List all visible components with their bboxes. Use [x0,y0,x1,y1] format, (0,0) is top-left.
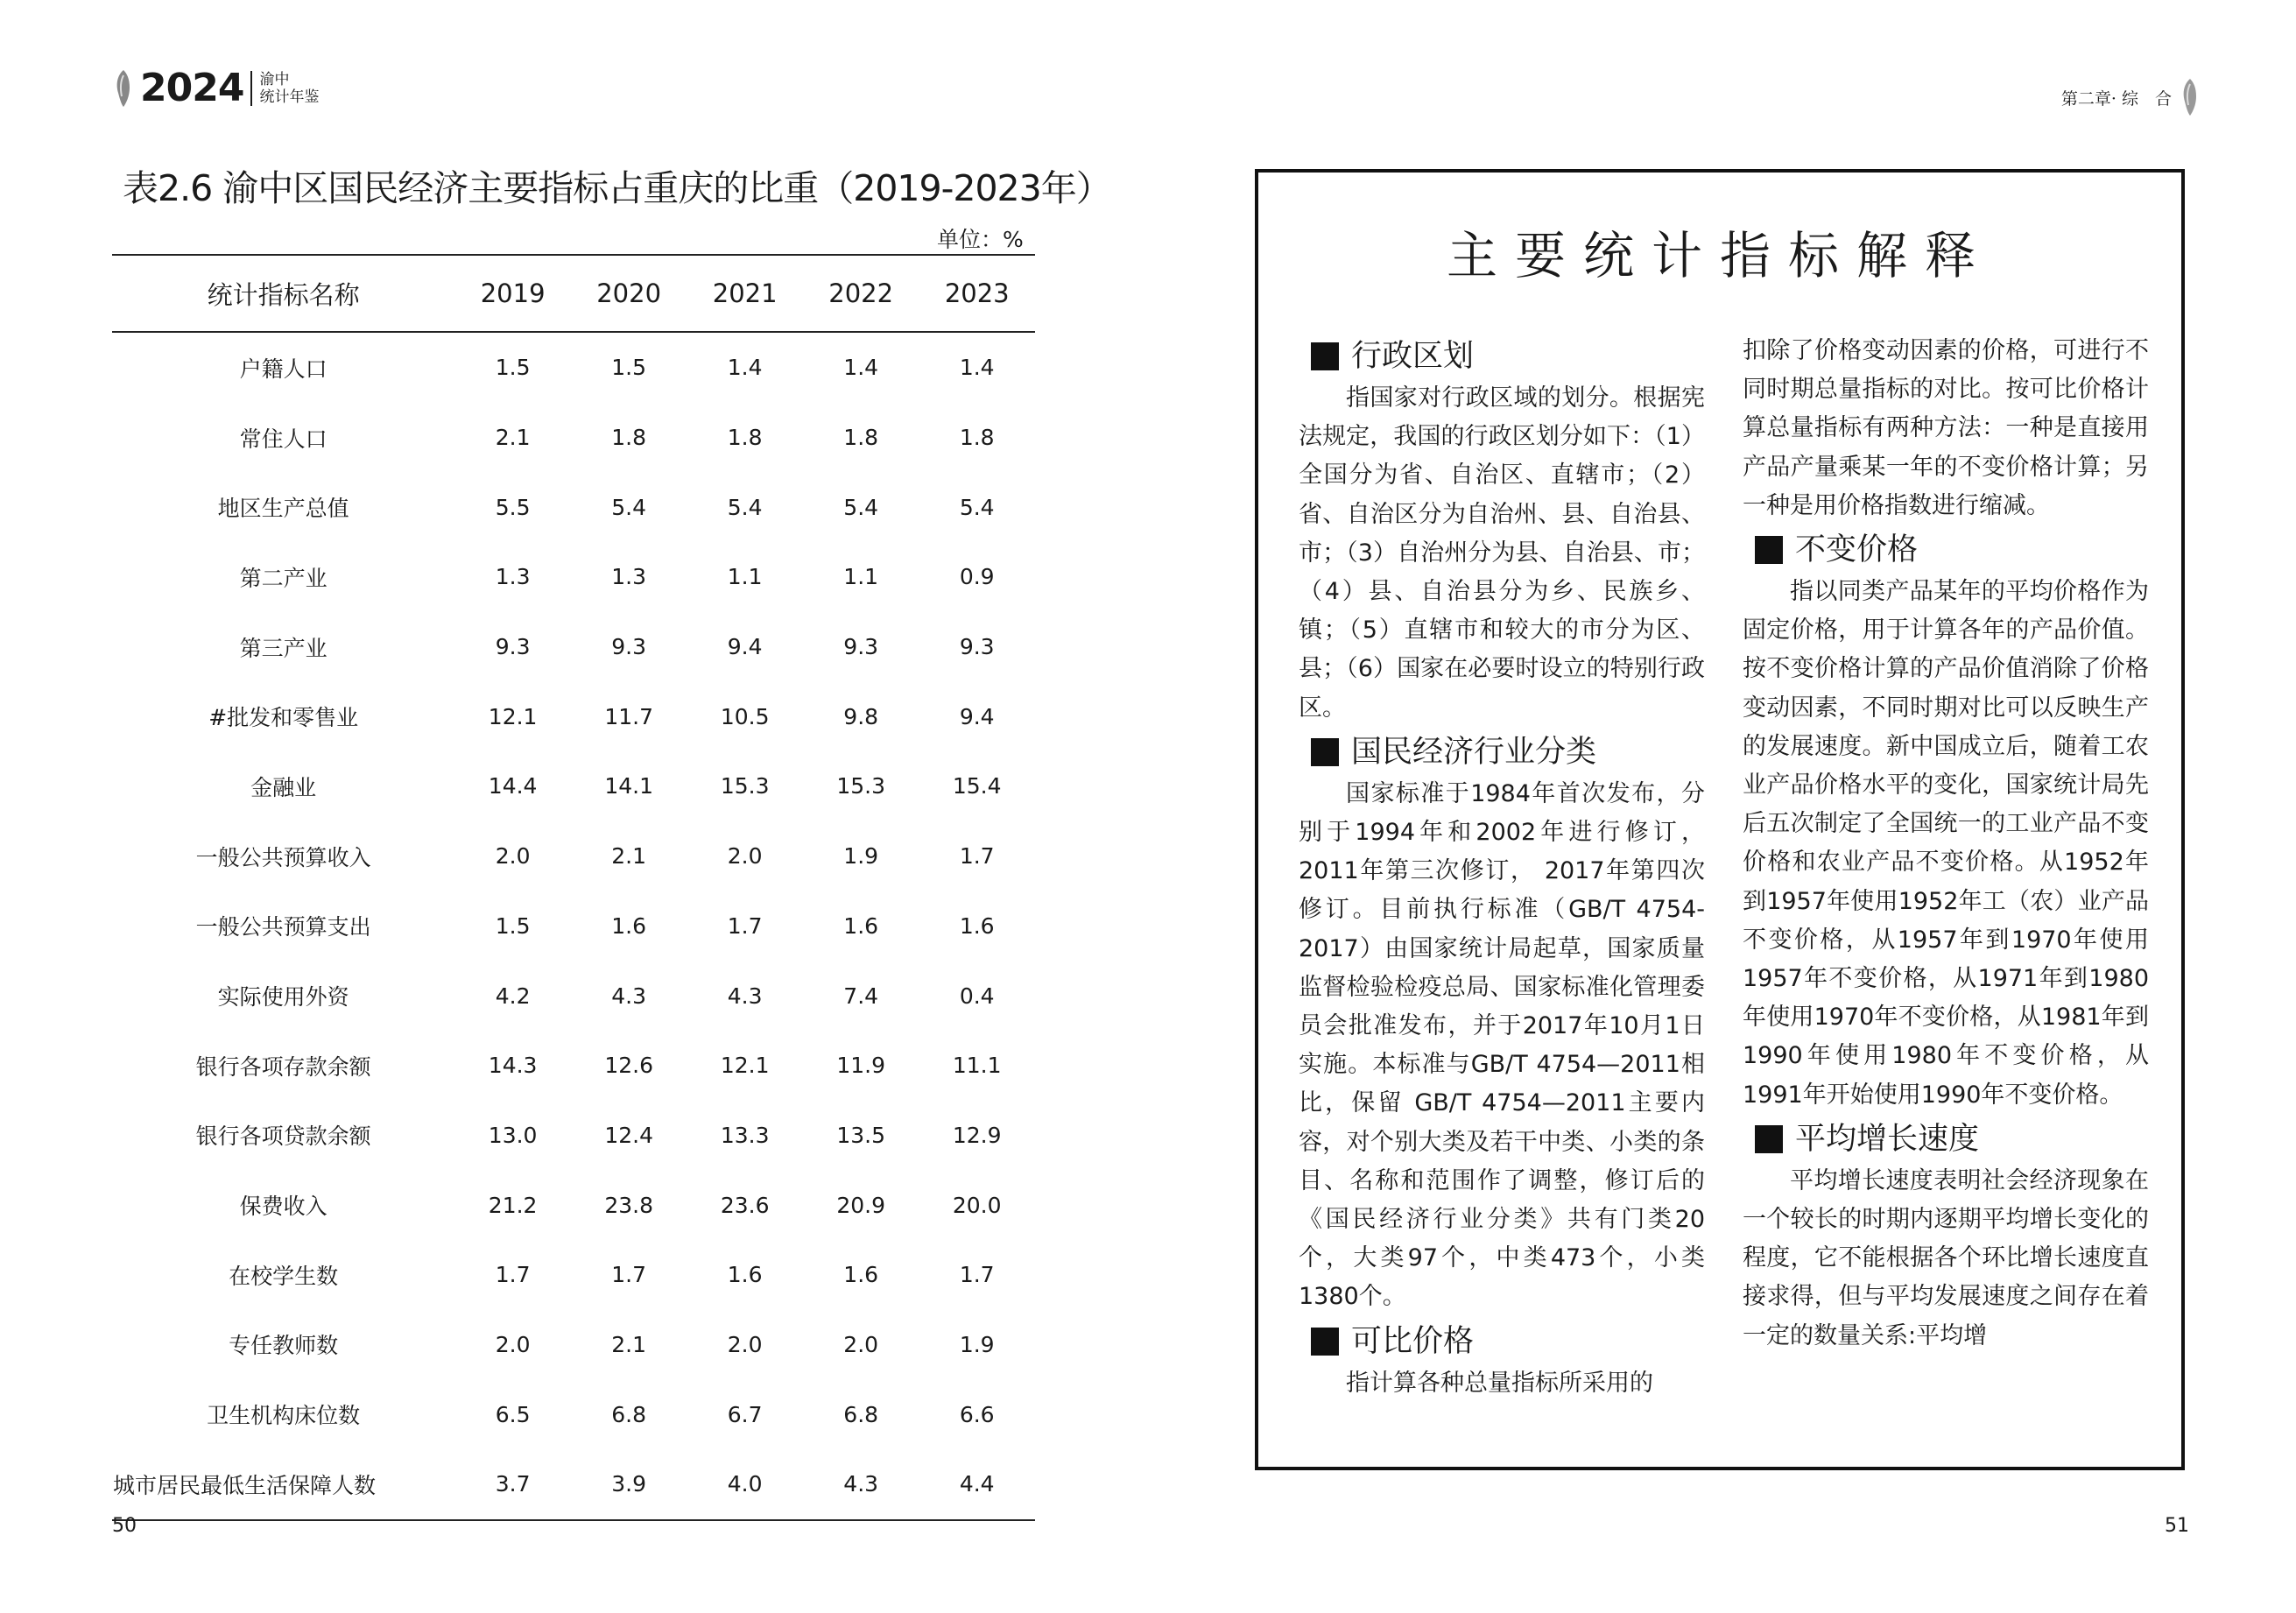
indicator-value: 12.1 [488,703,538,729]
table-row [112,403,1035,473]
indicator-value: 12.4 [604,1122,653,1148]
unit-label: 单位：% [937,227,1024,252]
section-heading-text: 不变价格 [1795,532,1919,567]
column-header-year: 2021 [687,255,803,332]
section-heading-text: 行政区划 [1351,338,1475,374]
table-row [112,542,1035,612]
bullet-square-icon [1755,536,1783,564]
column-header-year: 2022 [803,255,919,332]
indicator-name: 银行各项存款余额 [195,1053,371,1080]
indicator-value: 9.3 [495,634,531,660]
indicator-value: 1.1 [843,564,879,590]
indicator-value: 4.3 [803,1449,919,1520]
table-row [112,612,1035,682]
indicator-value: 20.9 [836,1192,886,1218]
indicator-value: 5.5 [495,494,531,520]
indicator-value: 13.3 [720,1122,770,1148]
bullet-square-icon [1311,342,1339,370]
indicator-value: 20.0 [952,1192,1002,1218]
indicator-value: 2.0 [843,1331,879,1357]
right-page-header [2061,77,2200,117]
section-paragraph: 国家标准于1984年首次发布，分别于1994年和2002年进行修订，2011年第三次修订， 2017年第四次修订。目前执行标准（GB/T 4754-2017）由国家统计局起草，国家质量监督检验检疫总局、国家标准化管理委员会批准发布，并于2017年10月1日实施。本标准与GB/T 4754—2011相比，保留 GB/T 4754—2011主要内容，对个别大类及若干中类、小类的条目、名称和范围作了调整，修订后的《国民经济行业分类》共有门类20个，大类97个，中类473个，小类1380个。 [1299,779,1705,1311]
indicator-value: 6.6 [959,1401,995,1427]
indicator-value: 1.6 [611,912,647,939]
column-header-year: 2020 [571,255,687,332]
yearbook-title-line1: 渝中 [259,71,290,88]
indicator-value: 1.4 [843,355,879,381]
table-row [112,1240,1035,1310]
indicator-value: 4.2 [495,983,531,1009]
page-number-left: 50 [112,1515,137,1537]
indicator-value: 9.4 [727,634,763,660]
indicator-value: 13.0 [488,1122,538,1148]
indicator-value: 9.4 [959,703,995,729]
indicator-name: 卫生机构床位数 [207,1403,361,1429]
indicator-value: 1.6 [959,912,995,939]
indicator-name: 户籍人口 [239,356,327,382]
table-row [112,1449,1035,1520]
glossary-box [1255,169,2185,1470]
indicator-value: 21.2 [488,1192,538,1218]
indicator-value: 6.5 [495,1401,531,1427]
indicator-value: 1.8 [611,425,647,451]
indicator-value: 2.0 [495,843,531,870]
indicator-value: 11.7 [604,703,653,729]
indicator-value: 4.3 [727,983,763,1009]
indicator-name: 第二产业 [239,565,327,591]
indicator-value: 15.4 [952,773,1002,799]
section-paragraph: 指以同类产品某年的平均价格作为固定价格，用于计算各年的产品价值。按不变价格计算的产品价值消除了价格变动因素，不同时期对比可以反映生产的发展速度。新中国成立后，随着工农业产品价格水平的变化，国家统计局先后五次制定了全国统一的工业产品不变价格和农业产品不变价格。从1952年到1957年使用1952年工（农）业产品不变价格，从1957年到1970年使用1957年不变价格，从1971年到1980年使用1970年不变价格，从1981年到1990年使用1980年不变价格，从1991年开始使用1990年不变价格。 [1743,578,2149,1109]
indicator-value: 1.9 [959,1331,995,1357]
table-row [112,821,1035,891]
yearbook-logo-icon [114,68,133,109]
yearbook-title [259,71,319,106]
continued-paragraph: 扣除了价格变动因素的价格，可进行不同时期总量指标的对比。按可比价格计算总量指标有两种方法：一种是直接用产品产量乘某一年的不变价格计算；另一种是用价格指数进行缩减。 [1743,337,2149,519]
indicator-value: 6.8 [843,1401,879,1427]
header-divider [250,71,252,106]
indicator-value: 15.3 [720,773,770,799]
indicator-value: 1.7 [611,1262,647,1288]
indicator-name: #批发和零售业 [208,705,359,731]
indicator-value: 1.6 [843,1262,879,1288]
indicator-value: 11.1 [952,1053,1002,1079]
indicator-name: 在校学生数 [229,1263,339,1289]
glossary-column-left [1299,332,1705,1403]
bullet-square-icon [1311,1328,1339,1356]
indicator-value: 14.1 [604,773,653,799]
indicator-value: 1.5 [611,355,647,381]
indicator-value: 9.3 [843,634,879,660]
table-row [112,472,1035,542]
table-row [112,332,1035,403]
section-heading [1311,335,1705,377]
indicator-value: 6.7 [727,1401,763,1427]
indicator-value: 2.1 [495,425,531,451]
indicator-value: 9.3 [611,634,647,660]
indicator-value: 1.7 [495,1262,531,1288]
indicator-name: 金融业 [250,774,317,800]
indicator-value: 5.4 [611,494,647,520]
indicator-value: 14.3 [488,1053,538,1079]
table-row [112,1101,1035,1171]
indicator-value: 0.4 [959,983,995,1009]
table-row [112,1170,1035,1240]
section-paragraph: 指国家对行政区域的划分。根据宪法规定，我国的行政区划分如下：（1）全国分为省、自治区、直辖市；（2）省、自治区分为自治州、县、自治县、市；（3）自治州分为县、自治县、市；（4）县、自治县分为乡、民族乡、镇；（5）直辖市和较大的市分为区、县；（6）国家在必要时设立的特别行政区。 [1299,384,1705,722]
section-heading [1755,529,2149,571]
indicator-value: 1.7 [959,843,995,870]
chapter-logo-icon [2180,77,2200,117]
section-paragraph: 平均增长速度表明社会经济现象在一个较长的时期内逐期平均增长变化的程度，它不能根据各个环比增长速度直接求得，但与平均发展速度之间存在着一定的数量关系:平均增 [1743,1166,2149,1349]
column-header-year: 2019 [454,255,571,332]
indicator-value: 1.8 [959,425,995,451]
indicator-value: 4.0 [687,1449,803,1520]
indicator-value: 2.0 [727,843,763,870]
table-header-row [112,255,1035,332]
yearbook-title-line2: 统计年鉴 [259,88,320,106]
section-heading-text: 可比价格 [1351,1323,1475,1359]
table-row [112,1031,1035,1101]
indicator-value: 1.8 [843,425,879,451]
table-row [112,1310,1035,1380]
indicator-name: 一般公共预算收入 [195,844,371,870]
indicator-value: 1.3 [611,564,647,590]
bullet-square-icon [1755,1125,1783,1153]
bullet-square-icon [1311,738,1339,766]
section-heading [1311,1321,1705,1363]
indicator-value: 1.9 [843,843,879,870]
indicator-name: 专任教师数 [229,1333,339,1359]
indicator-value: 1.6 [727,1262,763,1288]
page-number-right: 51 [2165,1515,2189,1537]
indicator-value: 1.6 [843,912,879,939]
indicator-name: 常住人口 [239,426,327,452]
section-heading [1311,731,1705,773]
yearbook-year: 2024 [140,66,244,110]
indicator-value: 1.5 [495,912,531,939]
indicator-value: 1.3 [495,564,531,590]
indicator-value: 3.7 [454,1449,571,1520]
indicator-value: 6.8 [611,1401,647,1427]
indicator-value: 1.4 [959,355,995,381]
indicator-value: 1.7 [727,912,763,939]
table-row [112,751,1035,821]
left-page-header [114,68,319,109]
indicator-value: 2.1 [611,843,647,870]
indicator-value: 4.4 [919,1449,1035,1520]
indicator-value: 15.3 [836,773,886,799]
chapter-title: 第二章· 综 合 [2060,88,2172,109]
indicator-name: 地区生产总值 [217,496,349,522]
indicator-value: 1.1 [727,564,763,590]
indicator-name: 城市居民最低生活保障人数 [112,1449,454,1520]
indicator-value: 11.9 [836,1053,886,1079]
table-row [112,961,1035,1031]
indicator-value: 13.5 [836,1122,886,1148]
indicator-value: 3.9 [571,1449,687,1520]
section-heading-text: 平均增长速度 [1795,1121,1980,1157]
indicator-value: 1.7 [959,1262,995,1288]
section-paragraph: 指计算各种总量指标所采用的 [1346,1369,1653,1397]
indicator-value: 2.0 [727,1331,763,1357]
column-header-year: 2023 [919,255,1035,332]
indicator-value: 12.6 [604,1053,653,1079]
indicator-value: 1.5 [495,355,531,381]
column-header-name: 统计指标名称 [112,255,454,332]
table-row [112,1379,1035,1449]
indicator-value: 5.4 [959,494,995,520]
indicator-name: 银行各项贷款余额 [195,1123,371,1150]
indicator-value: 12.1 [720,1053,770,1079]
glossary-title: 主要统计指标解释 [1446,226,1993,285]
indicator-value: 14.4 [488,773,538,799]
indicator-value: 7.4 [843,983,879,1009]
table-row [112,681,1035,751]
indicator-value: 23.8 [604,1192,653,1218]
indicator-name: 保费收入 [239,1194,327,1220]
table-row [112,891,1035,961]
indicator-value: 1.8 [727,425,763,451]
section-heading-text: 国民经济行业分类 [1351,734,1597,770]
indicator-value: 5.4 [843,494,879,520]
indicator-value: 1.4 [727,355,763,381]
indicator-name: 实际使用外资 [217,984,349,1011]
indicator-value: 2.1 [611,1331,647,1357]
table-title: 表2.6 渝中区国民经济主要指标占重庆的比重（2019-2023年） [123,167,1111,209]
indicator-name: 第三产业 [239,635,327,661]
indicator-value: 2.0 [495,1331,531,1357]
indicator-value: 23.6 [720,1192,770,1218]
indicator-value: 4.3 [611,983,647,1009]
indicator-value: 12.9 [952,1122,1002,1148]
indicator-value: 10.5 [720,703,770,729]
indicator-value: 0.9 [959,564,995,590]
indicator-value: 9.8 [843,703,879,729]
glossary-column-right [1743,332,2149,1356]
indicator-name: 一般公共预算支出 [195,914,371,940]
indicator-value: 9.3 [959,634,995,660]
indicator-table [112,254,1035,1521]
indicator-value: 5.4 [727,494,763,520]
section-heading [1755,1118,2149,1160]
